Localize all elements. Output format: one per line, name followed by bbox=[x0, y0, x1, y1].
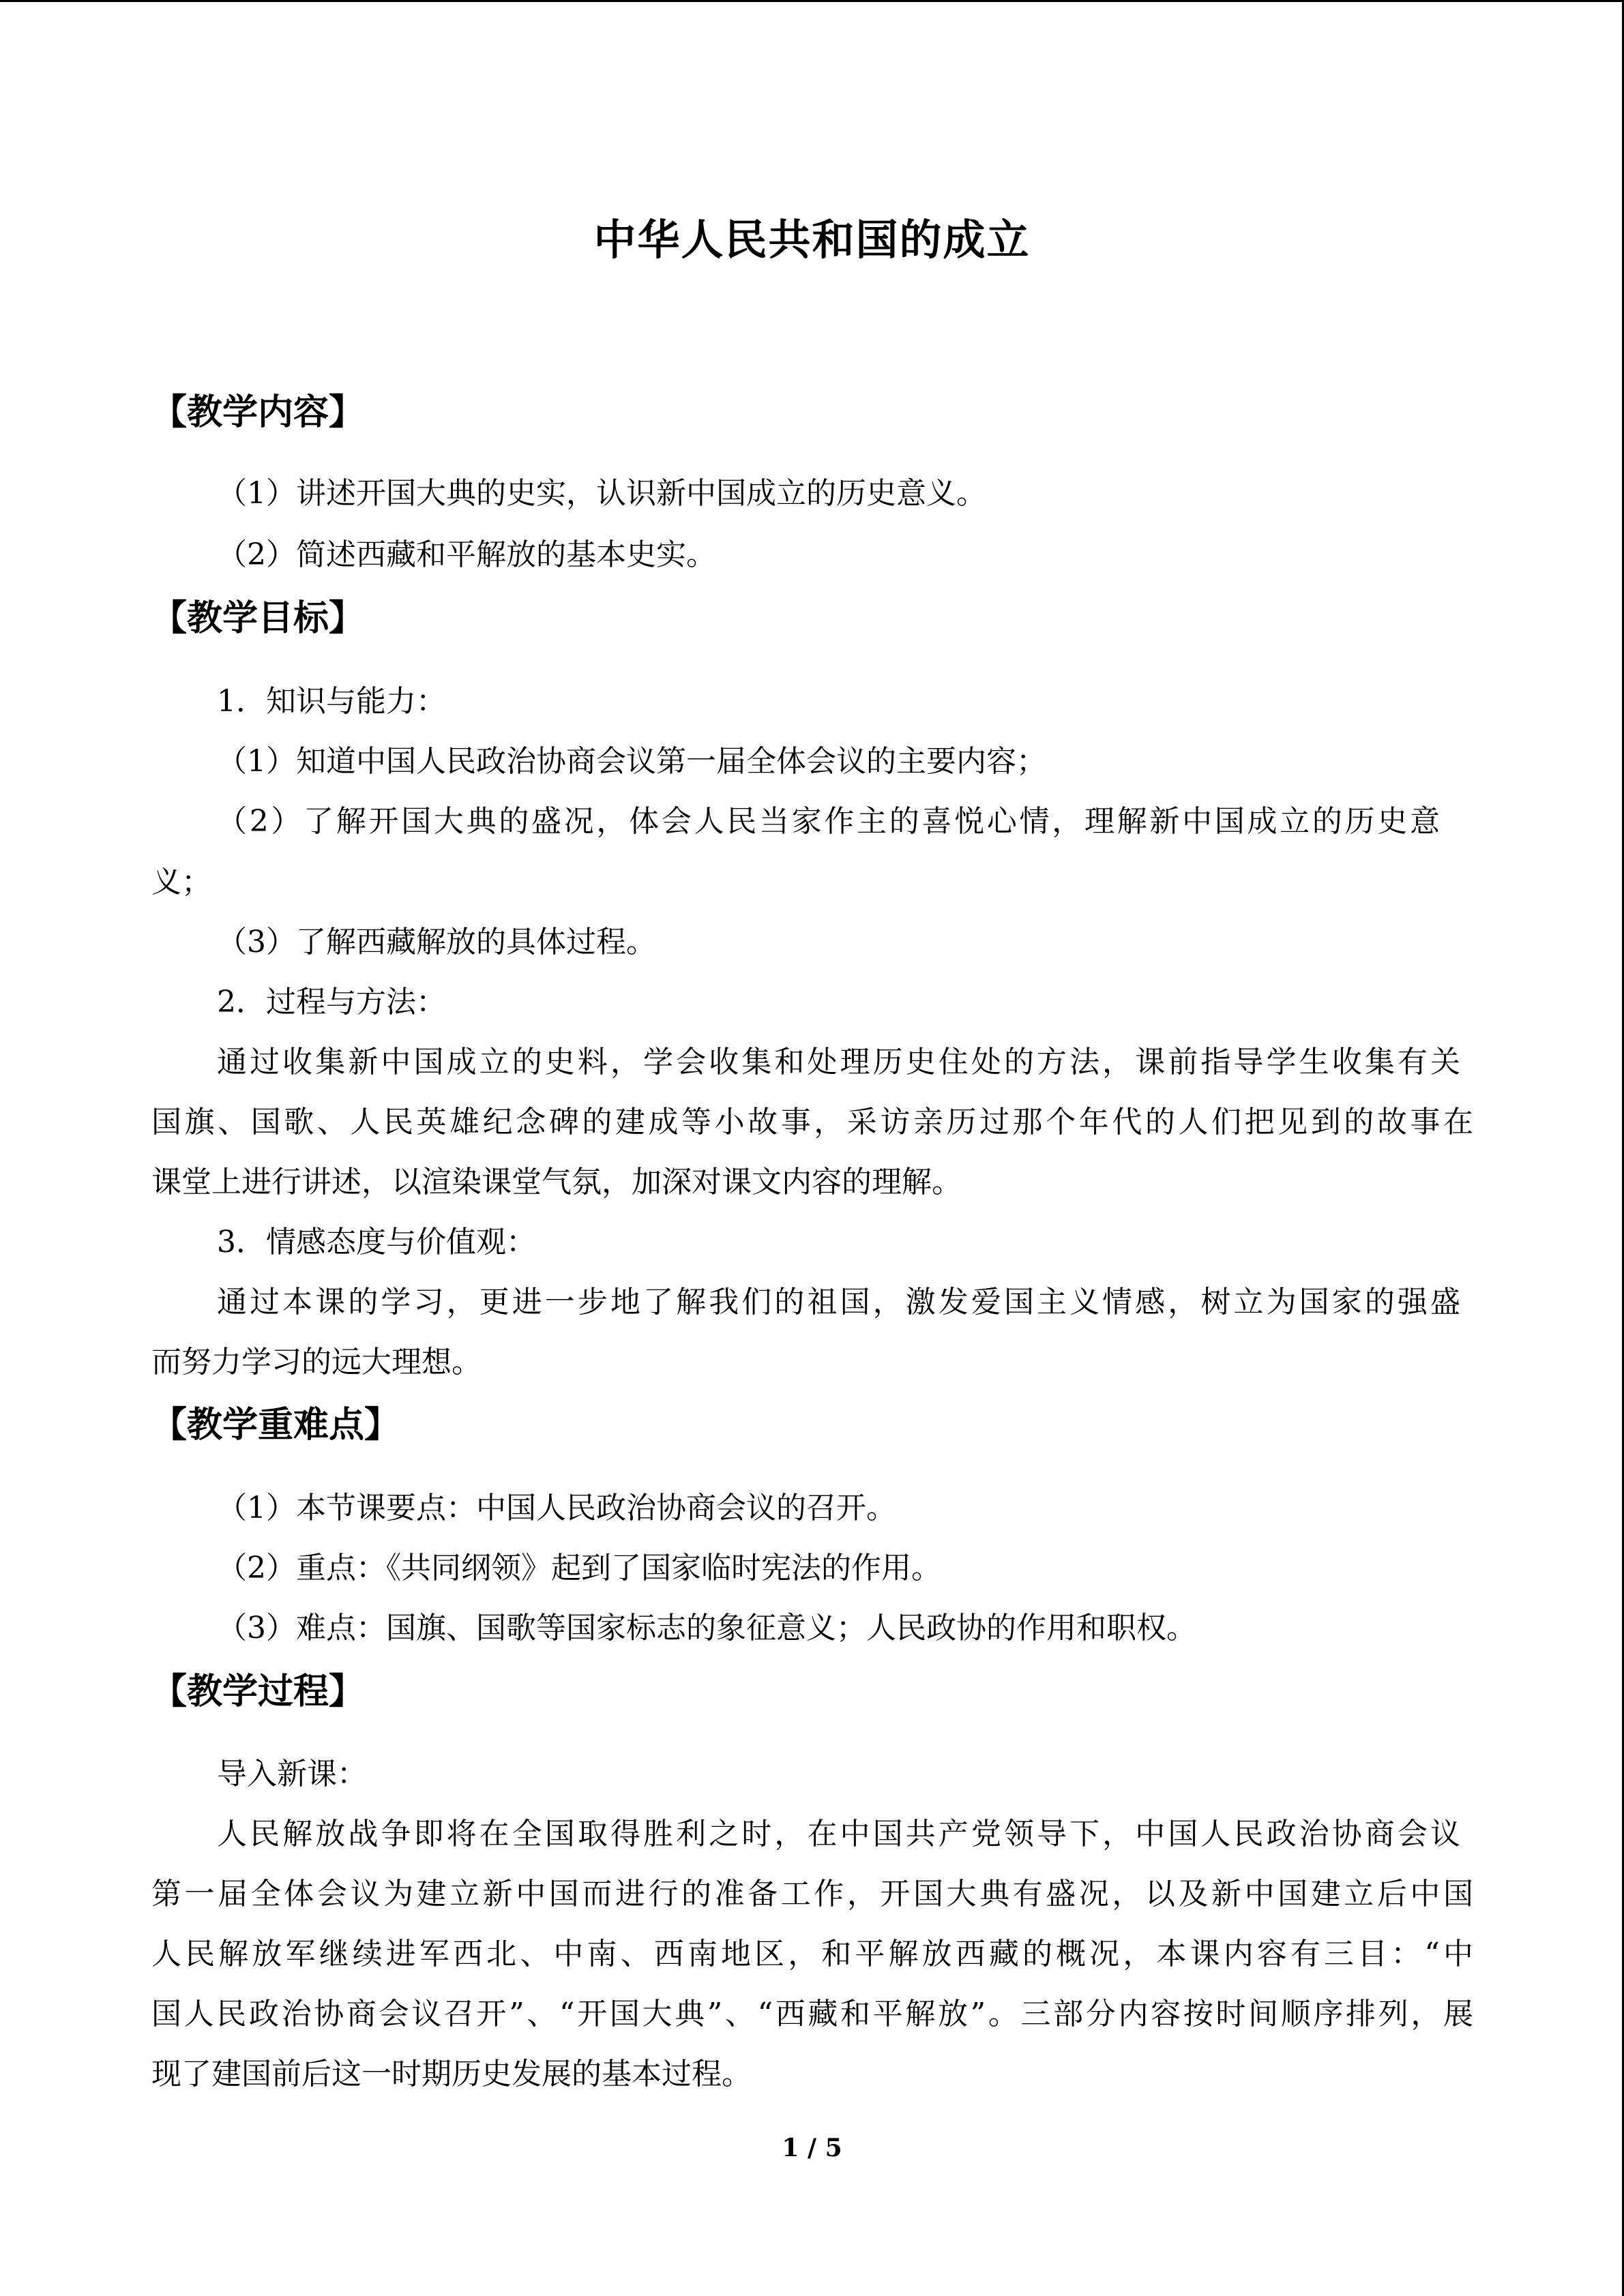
key-points-line-3: （3）难点：国旗、国歌等国家标志的象征意义；人民政协的作用和职权。 bbox=[217, 1611, 1196, 1645]
goals-line-6: 2．过程与方法： bbox=[217, 985, 446, 1019]
goals-line-4: 义； bbox=[151, 865, 211, 899]
content-line-2: （2）简述西藏和平解放的基本史实。 bbox=[217, 537, 716, 572]
goals-line-8: 国旗、国歌、人民英雄纪念碑的建成等小故事，采访亲历过那个年代的人们把见到的故事在 bbox=[151, 1105, 1473, 1139]
process-line-3: 第一届全体会议为建立新中国而进行的准备工作，开国大典有盛况，以及新中国建立后中国 bbox=[151, 1877, 1473, 1911]
section-heading-content: 【教学内容】 bbox=[151, 392, 365, 433]
goals-line-12: 而努力学习的远大理想。 bbox=[151, 1345, 482, 1380]
section-heading-process: 【教学过程】 bbox=[151, 1671, 365, 1712]
goals-line-2: （1）知道中国人民政治协商会议第一届全体会议的主要内容； bbox=[217, 744, 1046, 779]
goals-line-1: 1．知识与能力： bbox=[217, 684, 446, 719]
key-points-line-2: （2）重点：《共同纲领》起到了国家临时宪法的作用。 bbox=[217, 1551, 941, 1585]
process-line-4: 人民解放军继续进军西北、中南、西南地区，和平解放西藏的概况，本课内容有三目：“中 bbox=[151, 1937, 1473, 1971]
process-line-6: 现了建国前后这一时期历史发展的基本过程。 bbox=[151, 2057, 752, 2091]
content-line-1: （1）讲述开国大典的史实，认识新中国成立的历史意义。 bbox=[217, 476, 986, 511]
page-number: 1 / 5 bbox=[782, 2134, 842, 2162]
process-line-5: 国人民政治协商会议召开”、“开国大典”、“西藏和平解放”。三部分内容按时间顺序排列，展 bbox=[151, 1997, 1473, 2031]
goals-line-7: 通过收集新中国成立的史料，学会收集和处理历史住处的方法，课前指导学生收集有关 bbox=[217, 1045, 1460, 1079]
goals-line-10: 3．情感态度与价值观： bbox=[217, 1225, 536, 1259]
section-heading-goals: 【教学目标】 bbox=[151, 598, 365, 639]
goals-line-3: （2）了解开国大典的盛况，体会人民当家作主的喜悦心情，理解新中国成立的历史意 bbox=[217, 804, 1440, 839]
section-heading-key-points: 【教学重难点】 bbox=[151, 1405, 400, 1446]
goals-line-5: （3）了解西藏解放的具体过程。 bbox=[217, 925, 656, 959]
document-title: 中华人民共和国的成立 bbox=[593, 215, 1031, 265]
page-top-border bbox=[0, 0, 1624, 2]
goals-line-11: 通过本课的学习，更进一步地了解我们的祖国，激发爱国主义情感，树立为国家的强盛 bbox=[217, 1285, 1460, 1320]
goals-line-9: 课堂上进行讲述，以渲染课堂气氛，加深对课文内容的理解。 bbox=[151, 1165, 962, 1199]
process-line-2: 人民解放战争即将在全国取得胜利之时，在中国共产党领导下，中国人民政治协商会议 bbox=[217, 1817, 1460, 1851]
key-points-line-1: （1）本节课要点：中国人民政治协商会议的召开。 bbox=[217, 1491, 896, 1525]
process-line-1: 导入新课： bbox=[217, 1757, 367, 1791]
